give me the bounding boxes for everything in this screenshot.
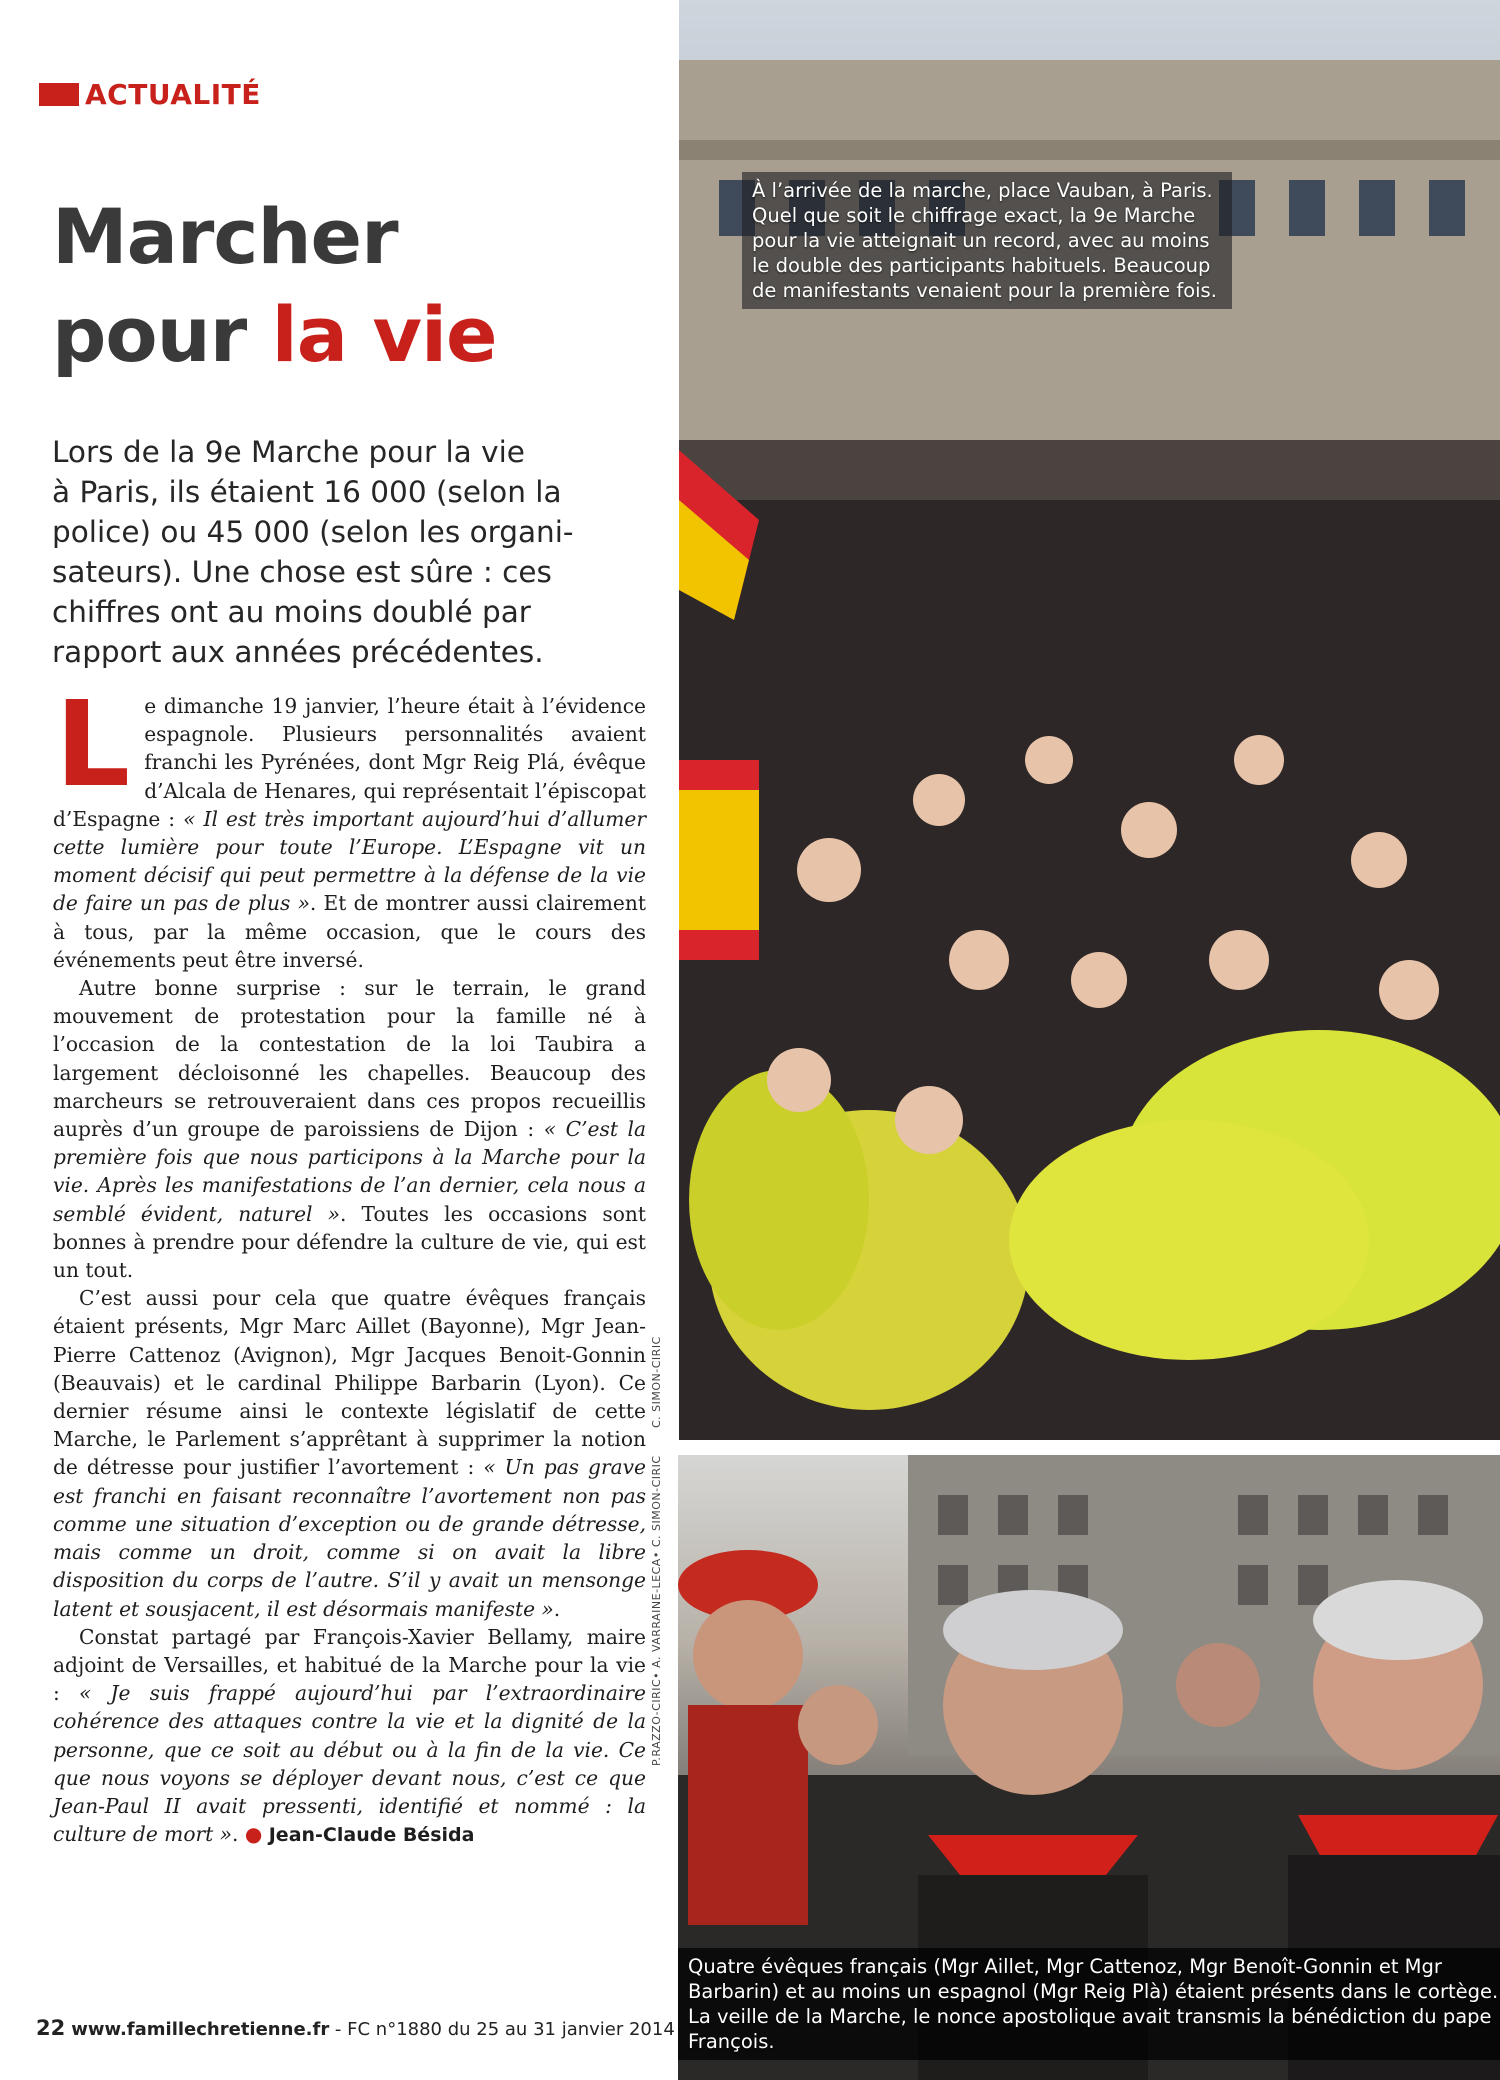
top-photo-caption: À l’arrivée de la marche, place Vauban, à Paris. Quel que soit le chiffrage exact, la 9e Marche pour la vie atteignait un record, avec au moins le double des participants habituels. Beaucoup de manifestants venaient pour la première fois. <box>742 172 1232 309</box>
standfirst <box>52 432 646 672</box>
author-signature: Jean-Claude Bésida <box>268 1824 475 1847</box>
headline-line-1: Marcher <box>52 192 398 281</box>
paragraph-1-end: . Et de montrer aussi clairement à tous, par la même occasion, que le cours des événements peut être inversé. <box>53 891 646 972</box>
standfirst-line: sateurs). Une chose est sûre : ces <box>52 555 552 589</box>
paragraph-2-text: Autre bonne surprise : sur le terrain, le grand mouvement de protestation pour la famille né à l’occasion de la contestation de la loi Taubira a largement décloisonné les chapelles. Beaucoup des marcheurs se retrouveraient dans ces propos recueillis auprès d’un groupe de paroissiens de Dijon : <box>53 976 646 1142</box>
paragraph-4 <box>53 1623 646 1850</box>
headline-line-2 <box>52 286 497 384</box>
bottom-photo-credit: P.RAZZO-CIRIC• A. VARRAINE-LECA• C. SIMON-CIRIC <box>650 1455 663 1766</box>
issue-info: - FC n°1880 du 25 au 31 janvier 2014 <box>329 2019 675 2040</box>
page-footer <box>36 2016 675 2040</box>
drop-cap: L <box>55 675 131 813</box>
quote-bellamy: « Je suis frappé aujourd’hui par l’extraordinaire cohérence des attaques contre la vie et la dignité de la personne, que ce soit au début ou à la fin de la vie. Ce que nous voyons se déployer devant nous, c’est ce que Jean-Paul II avait pressenti, identifié et nommé : la culture de mort » <box>53 1681 647 1847</box>
headline-line-2-prefix: pour <box>52 290 272 379</box>
quote-dijon: « C’est la première fois que nous participons à la Marche pour la vie. Après les manifestations de l’an dernier, cela nous a semblé évident, naturel » <box>53 1117 647 1226</box>
paragraph-4-text: Constat partagé par François-Xavier Bellamy, maire adjoint de Versailles, et habitué de la Marche pour la vie : <box>53 1624 646 1706</box>
section-label <box>39 78 261 111</box>
quote-barbarin: « Un pas grave est franchi en faisant reconnaître l’avortement non pas comme une situation d’exception ou de grande détresse, mais comme un droit, comme si on avait la libre disposition du corps de l’autre. S’il y avait un mensonge latent et sousjacent, il est désormais manifeste » <box>53 1455 646 1621</box>
page-number: 22 <box>36 2016 66 2040</box>
quote-reig-pla: « Il est très important aujourd’hui d’allumer cette lumière pour toute l’Europe. L’Espagne vit un moment décisif qui peut permettre à la défense de la vie de faire un pas de plus » <box>53 806 646 916</box>
headline <box>52 188 497 384</box>
paragraph-2-end: . Toutes les occasions sont bonnes à prendre pour défendre la culture de vie, qui est un tout. <box>53 1201 646 1283</box>
paragraph-4-end: . <box>232 1822 245 1847</box>
top-photo-credit: C. SIMON-CIRIC <box>650 1336 663 1428</box>
article-body <box>53 675 647 1849</box>
section-label-text: ACTUALITÉ <box>85 78 261 111</box>
paragraph-1-text: e dimanche 19 janvier, l’heure était à l’évidence espagnole. Plusieurs personnalités avaient franchi les Pyrénées, dont Mgr Reig Plá, évêque d’Alcala de Henares, qui représentait l’épiscopat d’Espagne : <box>53 694 646 831</box>
standfirst-line: chiffres ont au moins doublé par <box>52 595 531 629</box>
standfirst-line: à Paris, ils étaient 16 000 (selon la <box>52 475 562 509</box>
headline-accent: la vie <box>271 290 497 379</box>
website-link[interactable]: www.famillechretienne.fr <box>71 2019 330 2040</box>
end-bullet-icon: ● <box>244 1822 263 1847</box>
standfirst-line: Lors de la 9e Marche pour la vie <box>52 435 525 469</box>
paragraph-3-end: . <box>553 1596 561 1621</box>
paragraph-3-text: C’est aussi pour cela que quatre évêques français étaient présents, Mgr Marc Aillet (Bayonne), Mgr Jean-Pierre Cattenoz (Avignon), Mgr Jacques Benoit-Gonnin (Beauvais) et le cardinal Philippe Barbarin (Lyon). Ce dernier résume ainsi le contexte législatif de cette Marche, le Parlement s’apprêtant à supprimer la notion de détresse pour justifier l’avortement : <box>53 1286 646 1480</box>
paragraph-1 <box>53 675 646 974</box>
paragraph-2 <box>53 974 646 1284</box>
bottom-photo-caption: Quatre évêques français (Mgr Aillet, Mgr Cattenoz, Mgr Benoît-Gonnin et Mgr Barbarin) et au moins un espagnol (Mgr Reig Plà) étaient présents dans le cortège. La veille de la Marche, le nonce apostolique avait transmis la bénédiction du pape François. <box>678 1948 1500 2060</box>
section-marker <box>39 83 79 106</box>
standfirst-line: rapport aux années précédentes. <box>52 635 544 669</box>
paragraph-3 <box>53 1284 646 1622</box>
standfirst-line: police) ou 45 000 (selon les organi- <box>52 515 574 549</box>
